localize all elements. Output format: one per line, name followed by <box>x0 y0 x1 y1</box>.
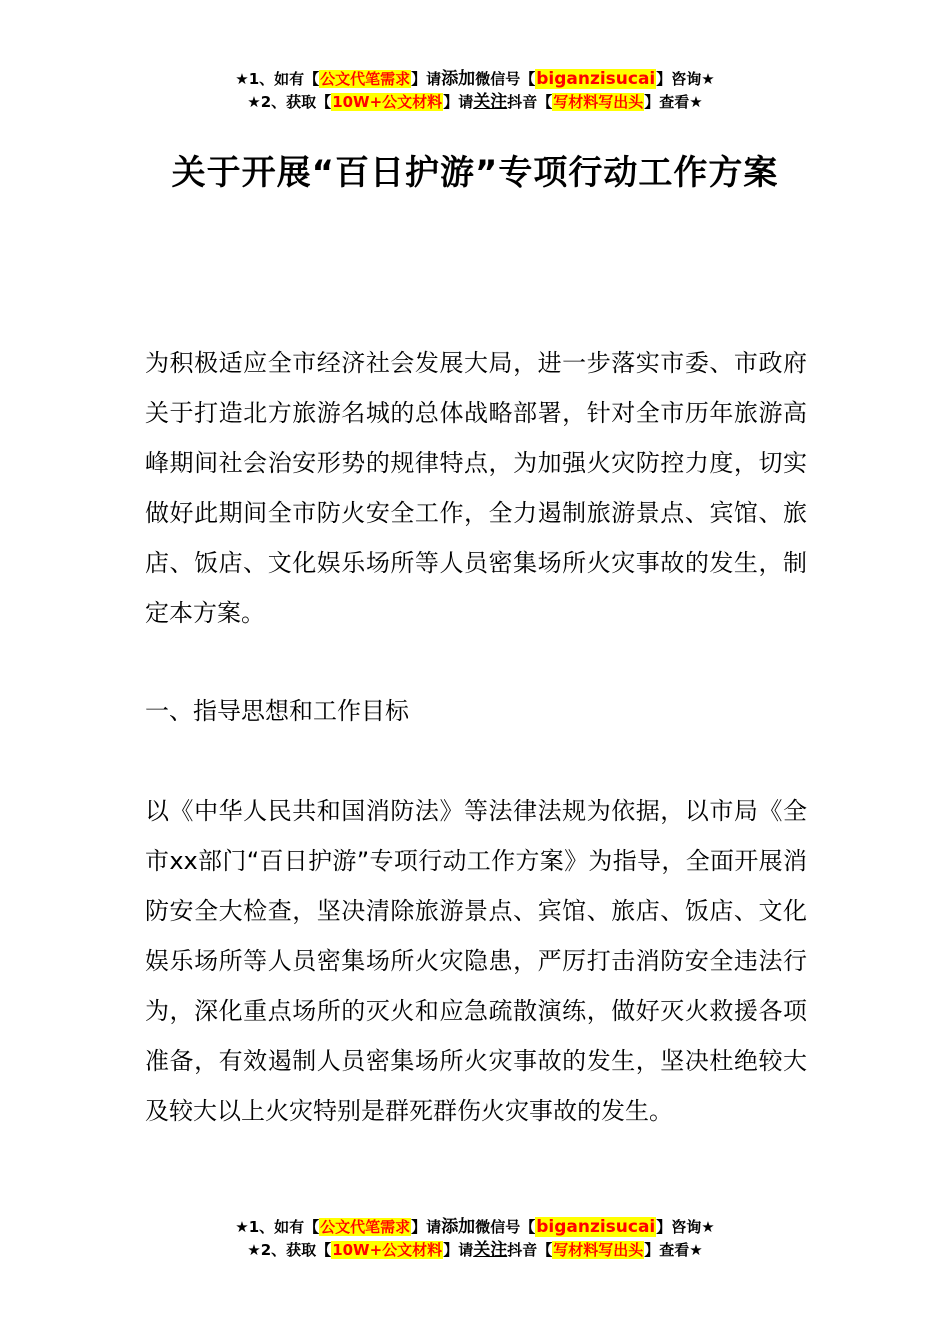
banner-emphasis: 添加 <box>441 69 476 89</box>
banner-text: 】查看★ <box>644 1241 703 1259</box>
banner-highlight: 公文代笔需求 <box>320 70 411 88</box>
banner-highlight: biganzisucai <box>536 1217 656 1237</box>
banner-text: 】请 <box>411 1218 442 1236</box>
banner-emphasis: 添加 <box>441 1217 476 1237</box>
banner-text: 微信号【 <box>475 70 536 88</box>
banner-line-1 <box>0 68 950 91</box>
banner-text: 】请 <box>411 70 442 88</box>
banner-highlight: 公文代笔需求 <box>320 1218 411 1236</box>
banner-text: 抖音【 <box>507 1241 553 1259</box>
banner-line-2 <box>0 1239 950 1262</box>
footer-banner <box>0 1216 950 1262</box>
banner-text: ★2、获取【 <box>247 1241 332 1259</box>
section-heading: 一、指导思想和工作目标 <box>145 697 409 725</box>
banner-text: ★2、获取【 <box>247 93 332 111</box>
banner-text: 抖音【 <box>507 93 553 111</box>
banner-line-2 <box>0 91 950 114</box>
document-title: 关于开展“百日护游”专项行动工作方案 <box>171 153 779 193</box>
banner-highlight: 写材料写出头 <box>553 1241 644 1259</box>
banner-highlight: biganzisucai <box>536 69 656 89</box>
banner-emphasis: 关注 <box>473 92 508 112</box>
banner-highlight: 10W+公文材料 <box>332 93 443 111</box>
header-banner <box>0 68 950 114</box>
banner-line-1 <box>0 1216 950 1239</box>
banner-text: 】请 <box>443 93 474 111</box>
banner-text: 】咨询★ <box>656 70 715 88</box>
banner-text: 】查看★ <box>644 93 703 111</box>
banner-text: 】咨询★ <box>656 1218 715 1236</box>
banner-text: 微信号【 <box>475 1218 536 1236</box>
banner-emphasis: 关注 <box>473 1240 508 1260</box>
banner-text: ★1、如有【 <box>235 1218 320 1236</box>
section-paragraph: 以《中华人民共和国消防法》等法律法规为依据，以市局《全市xx部门“百日护游”专项行动工作方案》为指导，全面开展消防安全大检查，坚决清除旅游景点、宾馆、旅店、饭店、文化娱乐场所等人员密集场所火灾隐患，严厉打击消防安全违法行为，深化重点场所的灭火和应急疏散演练，做好灭火救援各项准备，有效遏制人员密集场所火灾事故的发生，坚决杜绝较大及较大以上火灾特别是群死群伤火灾事故的发生。 <box>145 797 807 1125</box>
banner-text: ★1、如有【 <box>235 70 320 88</box>
intro-paragraph: 为积极适应全市经济社会发展大局，进一步落实市委、市政府关于打造北方旅游名城的总体战略部署，针对全市历年旅游高峰期间社会治安形势的规律特点，为加强火灾防控力度，切实做好此期间全市防火安全工作，全力遏制旅游景点、宾馆、旅店、饭店、文化娱乐场所等人员密集场所火灾事故的发生，制定本方案。 <box>145 349 807 627</box>
banner-text: 】请 <box>443 1241 474 1259</box>
banner-highlight: 写材料写出头 <box>553 93 644 111</box>
banner-highlight: 10W+公文材料 <box>332 1241 443 1259</box>
